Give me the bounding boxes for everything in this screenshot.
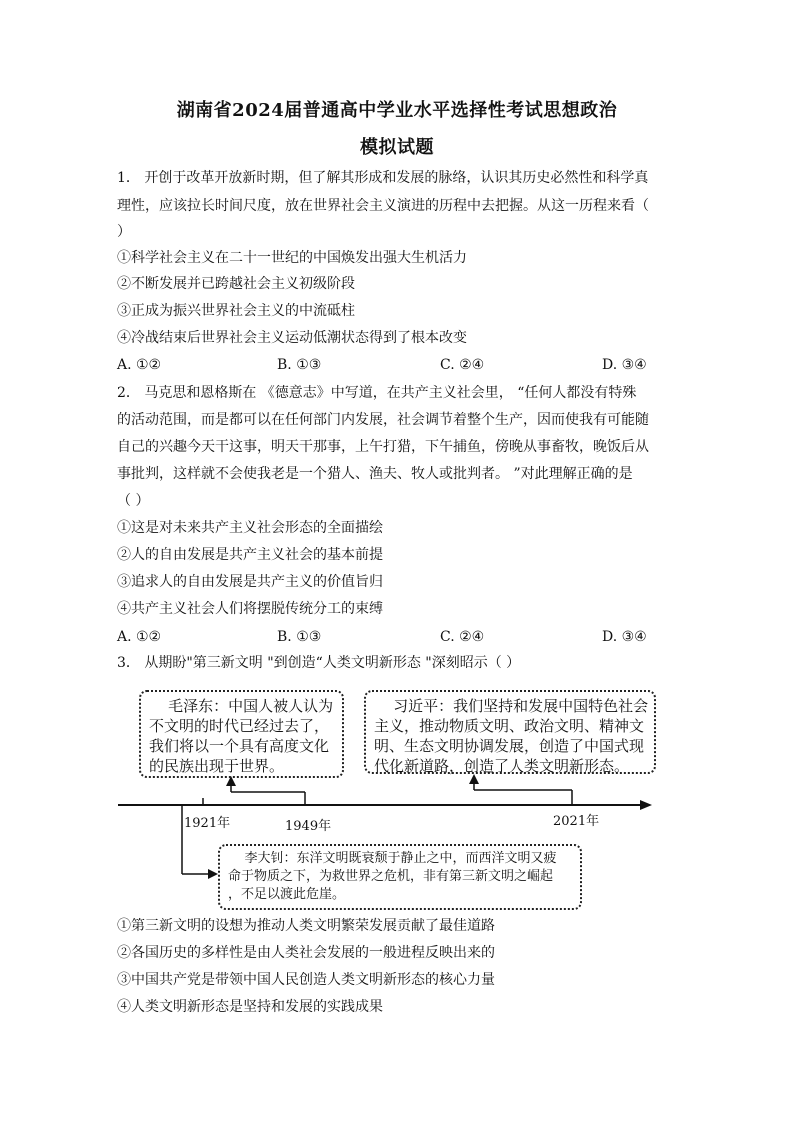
li-quote-line: ，不足以渡此危崖。 bbox=[228, 887, 346, 902]
q3-item: ④人类文明新形态是坚持和发展的实践成果 bbox=[117, 999, 383, 1015]
document-title: 湖南省2024届普通高中学业水平选择性考试思想政治 bbox=[176, 100, 618, 121]
q3-item: ①第三新文明的设想为推动人类文明繁荣发展贡献了最佳道路 bbox=[117, 918, 495, 934]
xi-quote-line: 明、生态文明协调发展，创造了中国式现 bbox=[374, 737, 645, 755]
q3-item: ②各国历史的多样性是由人类社会发展的一般进程反映出来的 bbox=[117, 945, 495, 961]
year-1921: 1921年 bbox=[184, 816, 231, 831]
mao-quote-line: 毛泽东：中国人被人认为 bbox=[149, 697, 334, 715]
q3-stem: 3． 从期盼"第三新文明 "到创造“人类文明新形态 "深刻昭示（ ） bbox=[117, 655, 521, 671]
q3-item: ③中国共产党是带领中国人民创造人类文明新形态的核心力量 bbox=[117, 972, 495, 988]
xi-quote-line: 习近平：我们坚持和发展中国特色社会 bbox=[374, 697, 649, 715]
q1-item: ①科学社会主义在二十一世纪的中国焕发出强大生机活力 bbox=[117, 250, 467, 266]
q1-item: ③正成为振兴世界社会主义的中流砥柱 bbox=[117, 303, 355, 319]
year-1949: 1949年 bbox=[285, 819, 332, 834]
q1-item: ④冷战结束后世界社会主义运动低潮状态得到了根本改变 bbox=[117, 330, 467, 346]
mao-quote-line: 不文明的时代已经过去了， bbox=[149, 717, 330, 735]
q1-item: ②不断发展并已跨越社会主义初级阶段 bbox=[117, 276, 355, 292]
q2-item: ④共产主义社会人们将摆脱传统分工的束缚 bbox=[117, 601, 383, 617]
q2-stem-line: （ ） bbox=[117, 493, 150, 509]
q1-option-a: A. ①② bbox=[117, 357, 162, 373]
li-quote-box bbox=[218, 844, 582, 910]
mao-quote-line: 的民族出现于世界。 bbox=[149, 757, 285, 775]
q2-item: ②人的自由发展是共产主义社会的基本前提 bbox=[117, 547, 383, 563]
q2-stem-line: 事批判，这样就不会使我老是一个猎人、渔夫、牧人或批判者。 ”对此理解正确的是 bbox=[117, 466, 633, 482]
q1-option-c: C. ②④ bbox=[440, 357, 485, 373]
document-subtitle: 模拟试题 bbox=[360, 137, 434, 158]
timeline-arrowhead bbox=[640, 800, 652, 810]
li-quote-line: 命于物质之下，为救世界之危机，非有第三新文明之崛起 bbox=[228, 869, 554, 884]
arrow-to-li bbox=[208, 869, 218, 879]
q1-stem-line: 理性，应该拉长时间尺度，放在世界社会主义演进的历程中去把握。从这一历程来看（ bbox=[117, 198, 649, 214]
xi-quote-line: 代化新道路，创造了人类文明新形态。 bbox=[374, 757, 630, 775]
q2-option-b: B. ①③ bbox=[277, 629, 322, 645]
q2-stem-line: 自己的兴趣今天干这事，明天干那事，上午打猎，下午捕鱼，傍晚从事畜牧，晚饭后从 bbox=[117, 439, 649, 455]
q2-option-d: D. ③④ bbox=[602, 629, 647, 645]
q2-stem-line: 2． 马克思和恩格斯在 《德意志》中写道，在共产主义社会里， “任何人都没有特殊 bbox=[117, 385, 637, 401]
q1-option-b: B. ①③ bbox=[277, 357, 322, 373]
q1-option-d: D. ③④ bbox=[602, 357, 647, 373]
mao-quote-line: 我们将以一个具有高度文化 bbox=[149, 737, 330, 755]
q2-option-c: C. ②④ bbox=[440, 629, 485, 645]
q2-option-a: A. ①② bbox=[117, 629, 162, 645]
li-quote-line: 李大钊：东洋文明既衰颓于静止之中，而西洋文明又疲 bbox=[228, 851, 557, 866]
year-2021: 2021年 bbox=[553, 814, 600, 829]
q1-stem-line: 1． 开创于改革开放新时期，但了解其形成和发展的脉络，认识其历史必然性和科学真 bbox=[117, 170, 649, 186]
mao-quote-box bbox=[139, 690, 344, 778]
q1-stem-line: ） bbox=[117, 224, 131, 240]
xi-quote-box bbox=[364, 690, 656, 774]
q2-item: ③追求人的自由发展是共产主义的价值旨归 bbox=[117, 574, 383, 590]
q2-item: ①这是对未来共产主义社会形态的全面描绘 bbox=[117, 520, 383, 536]
xi-quote-line: 主义，推动物质文明、政治文明、精神文 bbox=[374, 717, 645, 735]
q2-stem-line: 的活动范围，而是都可以在任何部门内发展，社会调节着整个生产，因而使我有可能随 bbox=[117, 412, 649, 428]
